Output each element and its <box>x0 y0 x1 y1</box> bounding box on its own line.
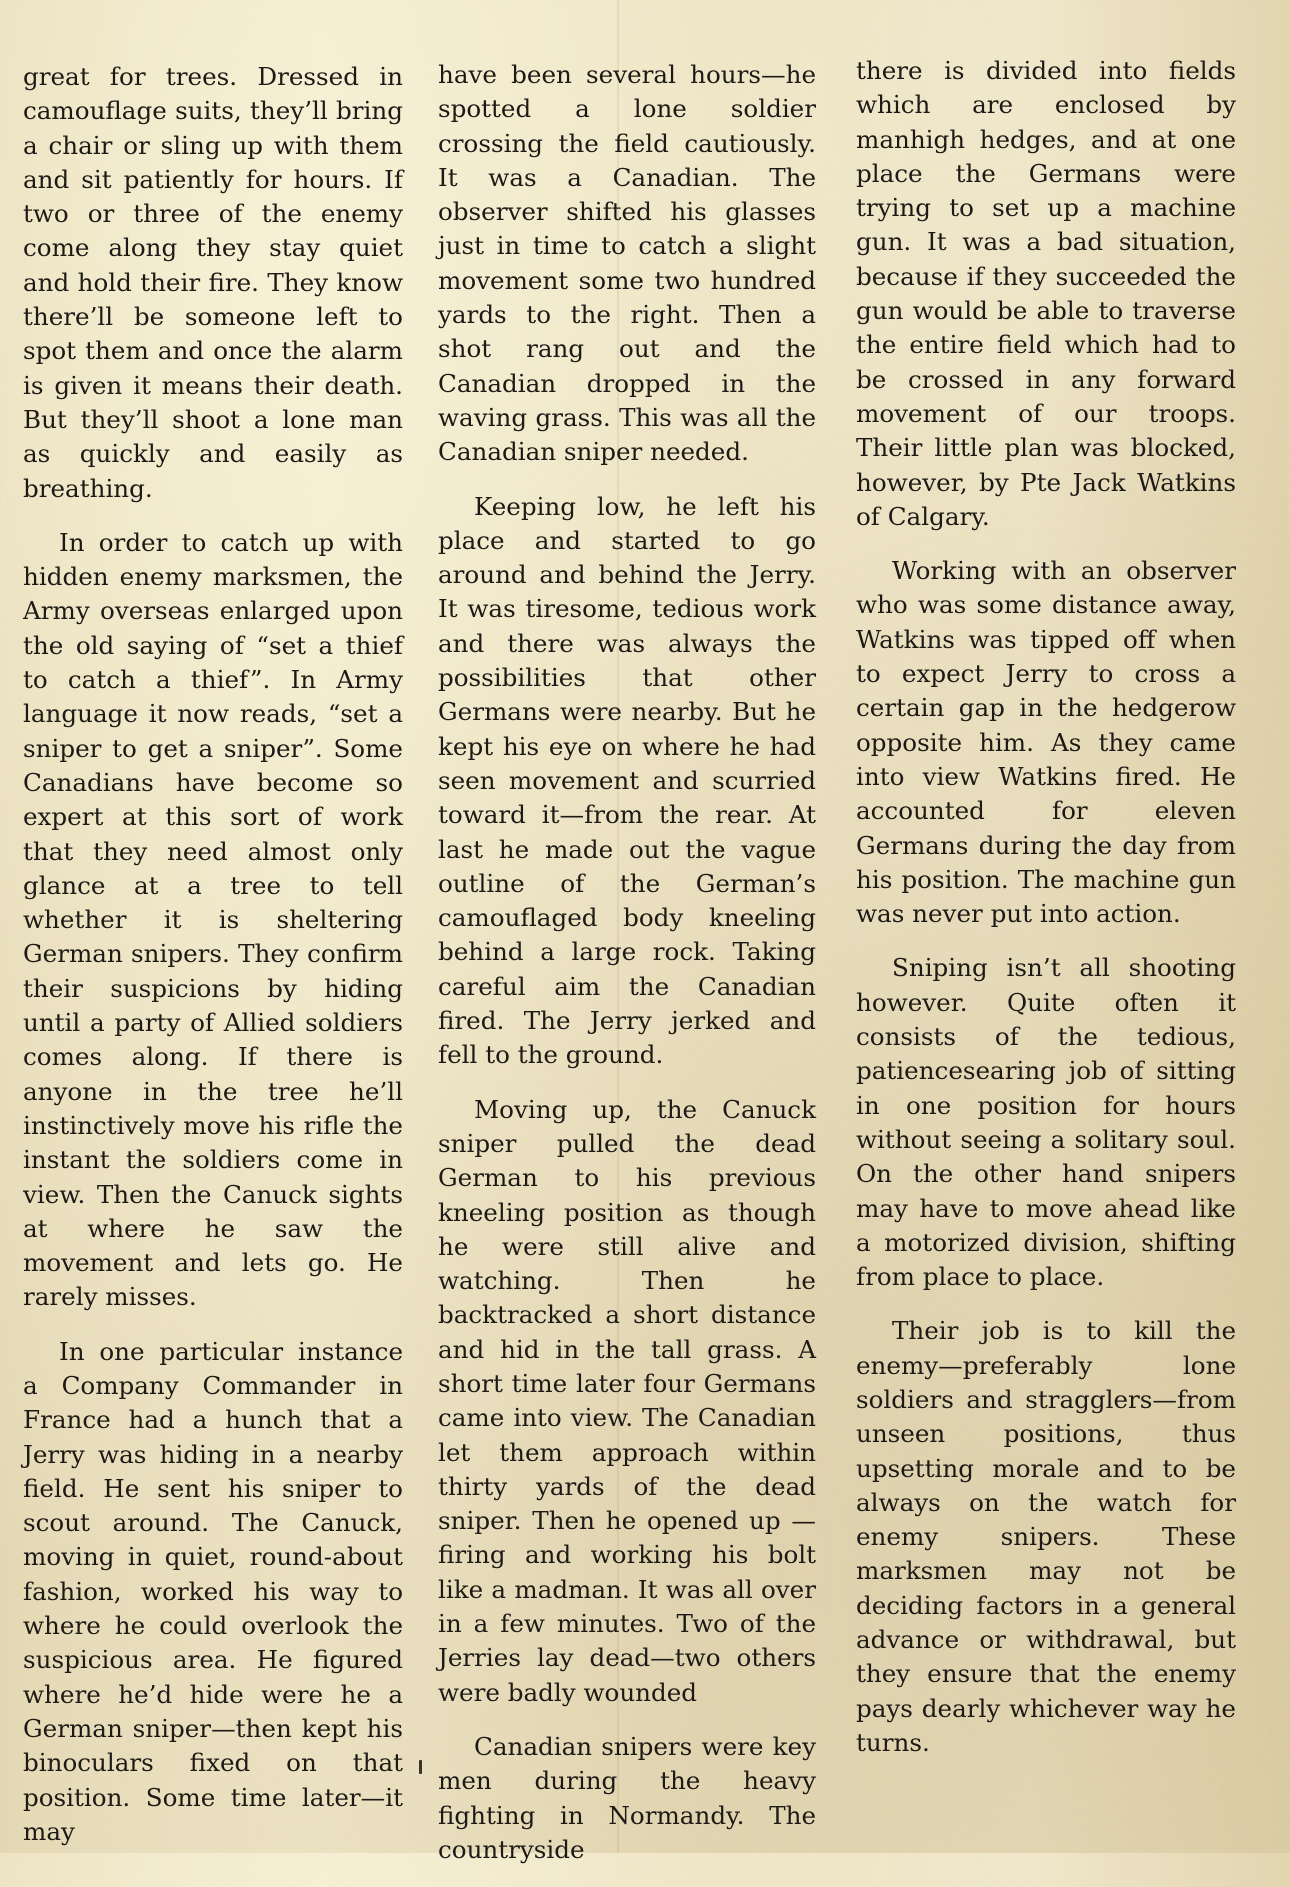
paragraph: Moving up, the Canuck sniper pulled the dead German to his previous kneeling position as though he were still alive and watching. Then he backtracked a short distance and hid in the tall grass. A short time later four Germans came into view. The Canadian let them approach within thirty yards of the dead sniper. Then he opened up — firing and working his bolt like a madman. It was all over in a few minutes. Two of the Jerries lay dead—two others were badly wounded <box>438 1094 816 1707</box>
paragraph: In order to catch up with hidden enemy marksmen, the Army overseas enlarged upon the old saying of “set a thief to catch a thief”. In Army language it now reads, “set a sniper to get a sniper”. Some Canadians have become so expert at this sort of work that they need almost only glance at a tree to tell whether it is sheltering German snipers. They confirm their suspicions by hiding until a party of Allied soldiers comes along. If there is anyone in the tree he’ll instinctively move his rifle the instant the soldiers come in view. Then the Canuck sights at where he saw the movement and lets go. He rarely misses. <box>23 527 403 1312</box>
paragraph: great for trees. Dressed in camouflage suits, they’ll bring a chair or sling up with them and sit patiently for hours. If two or three of the enemy come along they stay quiet and hold their fire. They know there’ll be someone left to spot them and once the alarm is given it means their death. But they’ll shoot a lone man as quickly and easily as breathing. <box>23 62 403 503</box>
text-column-3 <box>856 54 1236 1780</box>
paragraph: have been several hours—he spotted a lone soldier crossing the field cautiously. It was a Canadian. The observer shifted his glasses just in time to catch a slight movement some two hundred yards to the right. Then a shot rang out and the Canadian dropped in the waving grass. This was all the Canadian sniper needed. <box>438 60 816 467</box>
text-column-1 <box>23 60 403 1869</box>
paragraph: Keeping low, he left his place and started to go around and behind the Jerry. It was tiresome, tedious work and there was always the possibilities that other Germans were nearby. But he kept his eye on where he had seen movement and scurried toward it—from the rear. At last he made out the vague outline of the German’s camouflaged body kneeling behind a large rock. Taking careful aim the Canadian fired. The Jerry jerked and fell to the ground. <box>438 491 816 1070</box>
paragraph: Canadian snipers were key men during the heavy fighting in Normandy. The countryside <box>438 1731 816 1864</box>
paragraph: In one particular instance a Company Commander in France had a hunch that a Jerry was hiding in a nearby field. He sent his sniper to scout around. The Canuck, moving in quiet, round-about fashion, worked his way to where he could overlook the suspicious area. He figured where he’d hide were he a German sniper—then kept his binoculars fixed on that position. Some time later—it may <box>23 1336 403 1846</box>
paragraph: Sniping isn’t all shooting however. Quite often it consists of the tedious, patiencesearing job of sitting in one position for hours without seeing a solitary soul. On the other hand snipers may have to move ahead like a motorized division, shifting from place to place. <box>856 953 1236 1292</box>
text-column-2 <box>438 58 816 1887</box>
paragraph: there is divided into fields which are enclosed by manhigh hedges, and at one place the Germans were trying to set up a machine gun. It was a bad situation, because if they succeeded the gun would be able to traverse the entire field which had to be crossed in any forward movement of our troops. Their little plan was blocked, however, by Pte Jack Watkins of Calgary. <box>856 56 1236 531</box>
paragraph: Working with an observer who was some distance away, Watkins was tipped off when to expect Jerry to cross a certain gap in the hedgerow opposite him. As they came into view Watkins fired. He accounted for eleven Germans during the day from his position. The machine gun was never put into action. <box>856 556 1236 929</box>
print-mark <box>419 1760 422 1774</box>
paragraph: Their job is to kill the enemy—preferably lone soldiers and stragglers—from unseen positions, thus upsetting morale and to be always on the watch for enemy snipers. These marksmen may not be deciding factors in a general advance or withdrawal, but they ensure that the enemy pays dearly whichever way he turns. <box>856 1316 1236 1757</box>
